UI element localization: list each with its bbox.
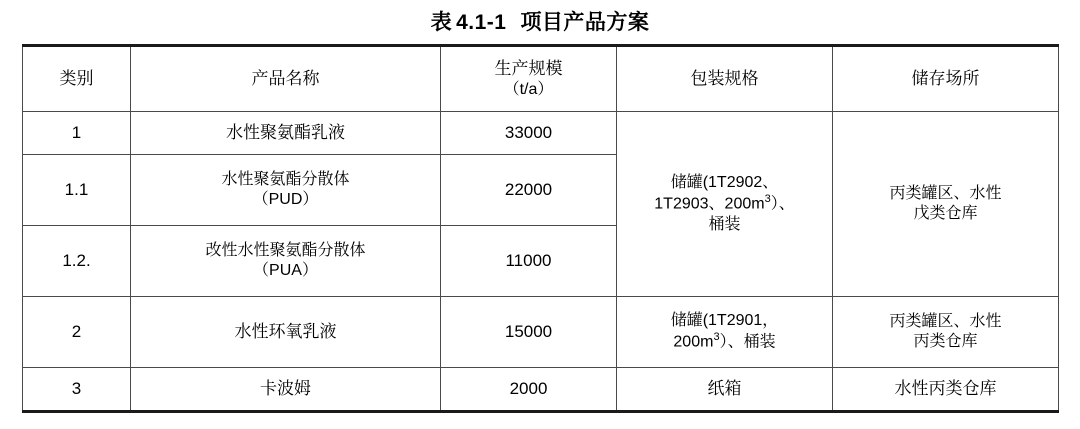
cell-category: 2 xyxy=(23,297,131,368)
cell-packaging: 纸箱 xyxy=(617,368,833,412)
cell-product-name xyxy=(131,155,441,226)
table-row xyxy=(23,297,1059,368)
cell-category: 1.2. xyxy=(23,226,131,297)
caption-prefix: 表 xyxy=(430,11,453,34)
cell-scale: 33000 xyxy=(441,112,617,155)
cell-storage-merged xyxy=(833,112,1059,297)
cell-storage xyxy=(833,297,1059,368)
cell-category: 1.1 xyxy=(23,155,131,226)
product-plan-table xyxy=(22,44,1059,413)
header-production-scale xyxy=(441,46,617,112)
header-scale-main: 生产规模 xyxy=(494,59,563,79)
cell-scale: 15000 xyxy=(441,297,617,368)
cell-product-name: 卡波姆 xyxy=(131,368,441,412)
caption-title: 项目产品方案 xyxy=(520,11,650,34)
cell-category: 1 xyxy=(23,112,131,155)
table-header-row xyxy=(23,46,1059,112)
packaging-line-2-tail: ）、 xyxy=(770,195,795,213)
packaging-line-2-text: 1T2903、200m xyxy=(654,195,765,213)
cell-storage: 水性丙类仓库 xyxy=(833,368,1059,412)
cell-product-name xyxy=(131,226,441,297)
storage-line-1: 丙类罐区、水性 xyxy=(889,313,1002,330)
cell-scale: 11000 xyxy=(441,226,617,297)
packaging-line-2-tail: ）、桶装 xyxy=(719,333,776,351)
table-row xyxy=(23,368,1059,412)
header-storage: 储存场所 xyxy=(833,46,1059,112)
product-name-line-2: （PUA） xyxy=(253,262,318,279)
packaging-line-2 xyxy=(621,193,828,214)
header-packaging: 包装规格 xyxy=(617,46,833,112)
packaging-line-2-text: 200m xyxy=(673,333,714,351)
cell-category: 3 xyxy=(23,368,131,412)
storage-line-1: 丙类罐区、水性 xyxy=(889,185,1002,202)
product-name-line-1: 改性水性聚氨酯分散体 xyxy=(205,242,366,259)
cell-scale: 22000 xyxy=(441,155,617,226)
packaging-line-1: 储罐(1T2902、 xyxy=(670,174,779,192)
cell-product-name: 水性环氧乳液 xyxy=(131,297,441,368)
caption-number: 4.1-1 xyxy=(456,11,507,34)
header-scale-unit: （t/a） xyxy=(503,80,554,98)
product-name-line-1: 水性聚氨酯分散体 xyxy=(221,171,350,188)
header-product-name: 产品名称 xyxy=(131,46,441,112)
packaging-line-2 xyxy=(621,331,828,352)
product-name-line-2: （PUD） xyxy=(252,191,319,208)
packaging-line-2-superscript: 3 xyxy=(713,331,720,344)
packaging-line-2-superscript: 3 xyxy=(764,193,771,206)
storage-line-2: 丙类仓库 xyxy=(913,333,978,350)
cell-packaging xyxy=(617,297,833,368)
table-caption xyxy=(22,0,1058,44)
packaging-line-1: 储罐(1T2901， xyxy=(670,312,779,330)
header-category: 类别 xyxy=(23,46,131,112)
storage-line-2: 戊类仓库 xyxy=(913,205,978,222)
cell-product-name: 水性聚氨酯乳液 xyxy=(131,112,441,155)
table-row xyxy=(23,112,1059,155)
cell-scale: 2000 xyxy=(441,368,617,412)
cell-packaging-merged xyxy=(617,112,833,297)
packaging-line-3: 桶装 xyxy=(708,215,741,233)
